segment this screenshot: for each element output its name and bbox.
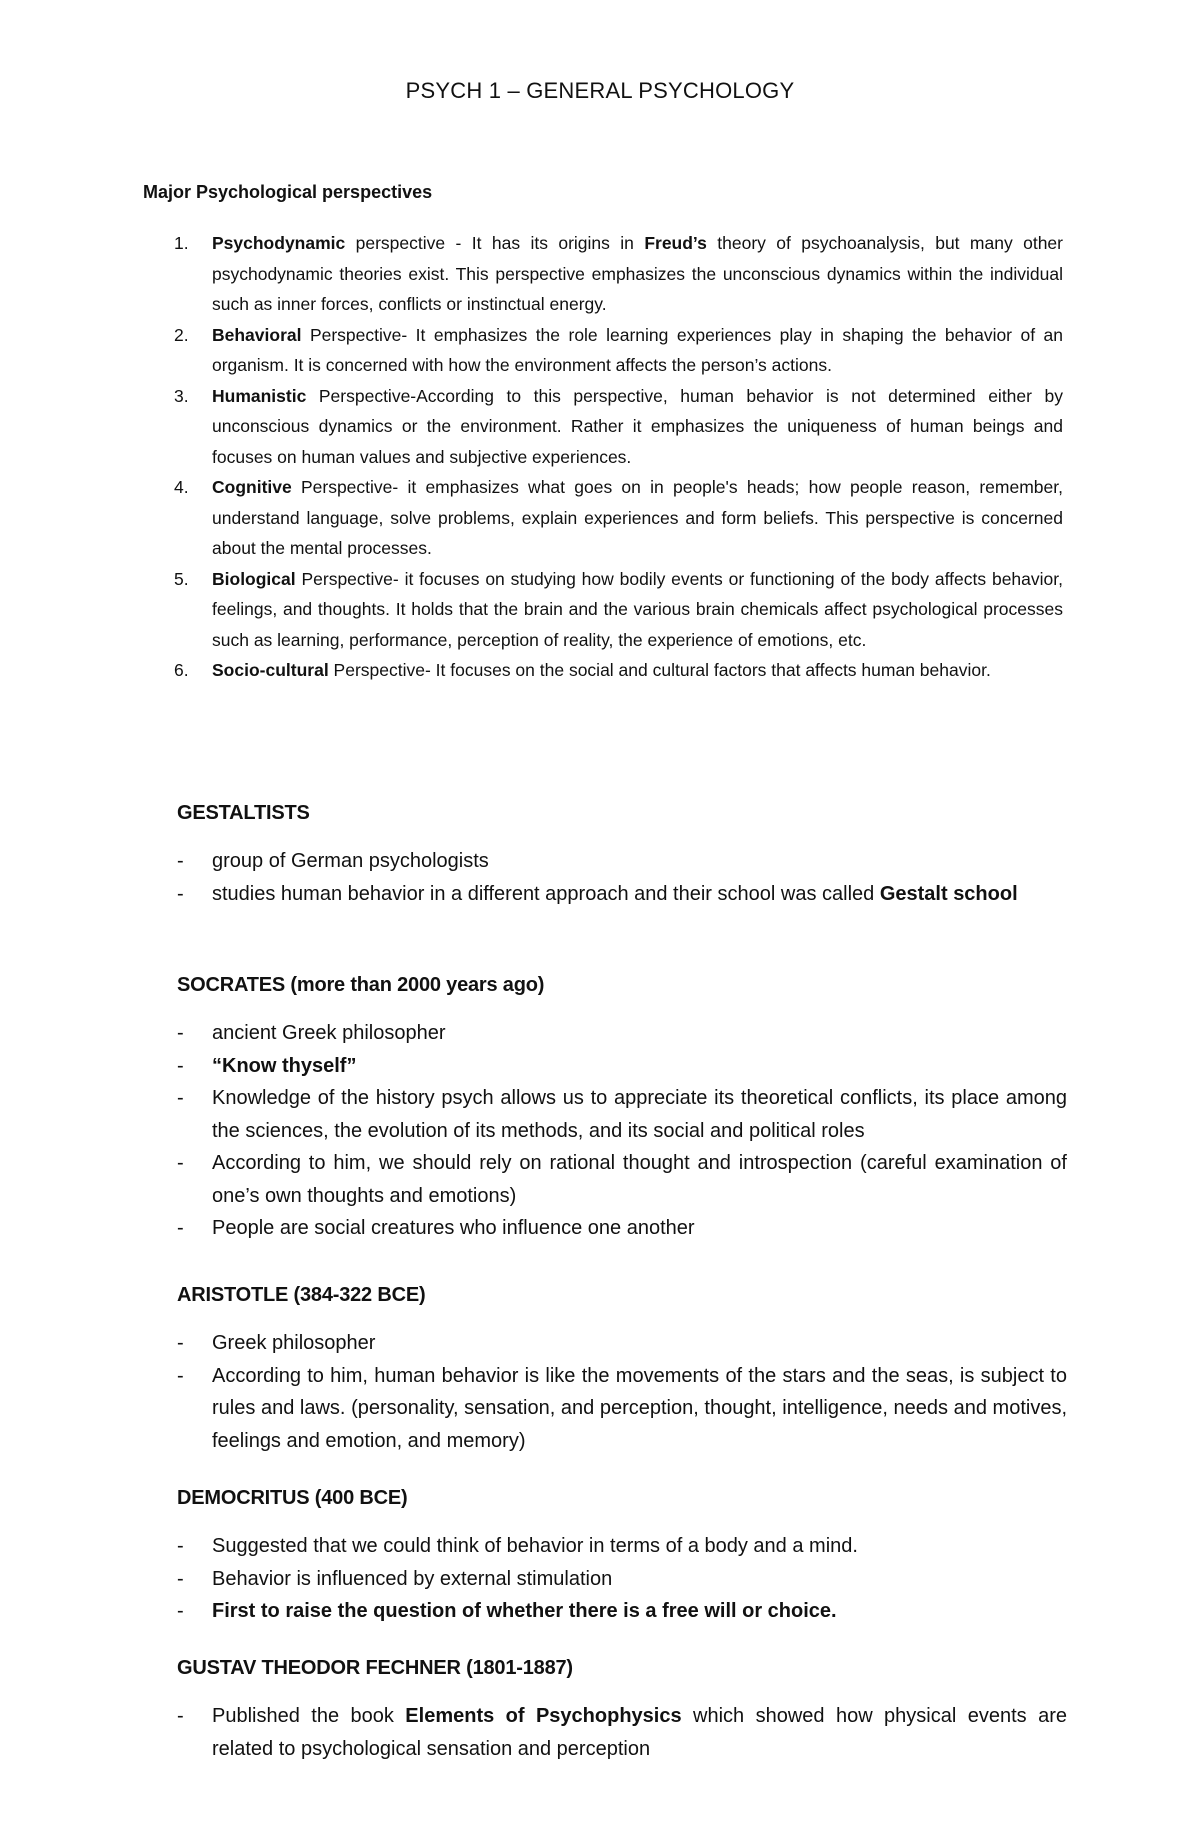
perspective-text: perspective - It has its origins in bbox=[345, 233, 645, 253]
perspective-item-socio-cultural bbox=[143, 655, 1063, 686]
bullet-list bbox=[177, 1700, 1067, 1765]
bullet-list bbox=[177, 1017, 1067, 1245]
gestalt-school-term: Gestalt school bbox=[879, 882, 1018, 905]
document-title: PSYCH 1 – GENERAL PSYCHOLOGY bbox=[405, 78, 795, 103]
perspective-item-cognitive bbox=[143, 472, 1063, 564]
bullet-text: Published the book bbox=[212, 1705, 406, 1727]
bullet-item bbox=[177, 878, 1067, 911]
bullet-text: People are social creatures who influence one another bbox=[212, 1217, 695, 1239]
dash-marker: - bbox=[177, 1567, 184, 1590]
perspective-term: Cognitive bbox=[212, 477, 292, 497]
bullet-text: According to him, human behavior is like the movements of the stars and the seas, is subject to rules and laws. (personality, sensation, and perception, thought, intelligence, needs and motives, feelings and emotion, and memory) bbox=[212, 1364, 1067, 1452]
dash-marker: - bbox=[177, 1054, 184, 1077]
dash-marker: - bbox=[177, 1087, 184, 1109]
bullet-text: Suggested that we could think of behavior in terms of a body and a mind. bbox=[212, 1535, 858, 1557]
perspective-term: Humanistic bbox=[212, 385, 307, 406]
perspective-item-psychodynamic bbox=[143, 228, 1063, 320]
bullet-item bbox=[177, 1595, 1067, 1628]
perspective-term: Psychodynamic bbox=[212, 233, 346, 253]
section-heading: ARISTOTLE (384-322 BCE) bbox=[177, 1284, 426, 1306]
bullet-item bbox=[177, 1017, 1067, 1050]
bullet-text: First to raise the question of whether there is a free will or choice. bbox=[212, 1600, 837, 1622]
perspective-text: theory of psychoanalysis, but many other psychodynamic theories exist. This perspective emphasizes the unconscious dynamics within the individual such as inner forces, conflicts or instinctual energy. bbox=[212, 233, 1063, 314]
gestaltists-section bbox=[177, 802, 1067, 910]
perspective-text: Perspective- it focuses on studying how bodily events or functioning of the body affects behavior, feelings, and thoughts. It holds that the brain and the various brain chemicals affect psychological processes such as learning, performance, perception of reality, the experience of emotions, etc. bbox=[212, 568, 1063, 650]
bullet-list bbox=[177, 1327, 1067, 1457]
perspective-item-behavioral bbox=[143, 320, 1063, 381]
bullet-text: Knowledge of the history psych allows us to appreciate its theoretical conflicts, its place among the sciences, the evolution of its methods, and its social and political roles bbox=[212, 1087, 1067, 1142]
item-number: 1. bbox=[174, 233, 189, 253]
dash-marker: - bbox=[177, 1022, 184, 1044]
bullet-item bbox=[177, 1147, 1067, 1212]
dash-marker: - bbox=[177, 1600, 184, 1622]
bullet-text: ancient Greek philosopher bbox=[212, 1022, 446, 1044]
bullet-text: According to him, we should rely on rational thought and introspection (careful examination of one’s own thoughts and emotions) bbox=[212, 1152, 1067, 1207]
bullet-item bbox=[177, 1327, 1067, 1360]
book-title: Elements of Psychophysics bbox=[405, 1705, 682, 1727]
bullet-text: Greek philosopher bbox=[212, 1332, 376, 1354]
bullet-item bbox=[177, 845, 1067, 878]
socrates-section bbox=[177, 974, 1067, 1245]
bullet-text: which showed how physical events are related to psychological sensation and perception bbox=[212, 1705, 1068, 1760]
dash-marker: - bbox=[177, 1332, 184, 1354]
freud-term: Freud’s bbox=[644, 233, 707, 253]
fechner-section bbox=[177, 1657, 1067, 1765]
bullet-text: group of German psychologists bbox=[212, 850, 489, 872]
item-number: 2. bbox=[174, 324, 189, 345]
section-heading: DEMOCRITUS (400 BCE) bbox=[177, 1487, 408, 1509]
bullet-list bbox=[177, 845, 1067, 910]
perspective-text: Perspective- it emphasizes what goes on in people's heads; how people reason, remember, understand language, solve problems, explain experiences and form beliefs. This perspective is concerned about the mental processes. bbox=[212, 477, 1063, 558]
know-thyself-quote: “Know thyself” bbox=[212, 1054, 357, 1077]
bullet-text: Behavior is influenced by external stimulation bbox=[212, 1567, 613, 1590]
perspective-text: Perspective-According to this perspective, human behavior is not determined either by unconscious dynamics or the environment. Rather it emphasizes the uniqueness of human beings and focuses on human values and subjective experiences. bbox=[212, 385, 1063, 467]
perspective-term: Socio-cultural bbox=[212, 660, 329, 680]
bullet-item bbox=[177, 1530, 1067, 1563]
dash-marker: - bbox=[177, 1152, 184, 1174]
perspectives-list bbox=[143, 228, 1063, 686]
bullet-list bbox=[177, 1530, 1067, 1628]
perspective-text: Perspective- It focuses on the social and cultural factors that affects human behavior. bbox=[328, 660, 991, 680]
bullet-item bbox=[177, 1212, 1067, 1245]
section-heading: GUSTAV THEODOR FECHNER (1801-1887) bbox=[177, 1657, 573, 1679]
dash-marker: - bbox=[177, 1217, 184, 1239]
bullet-item bbox=[177, 1082, 1067, 1147]
section-heading: SOCRATES (more than 2000 years ago) bbox=[177, 974, 545, 996]
item-number: 5. bbox=[174, 568, 189, 589]
bullet-item bbox=[177, 1563, 1067, 1596]
aristotle-section bbox=[177, 1284, 1067, 1457]
item-number: 6. bbox=[174, 660, 189, 680]
bullet-item bbox=[177, 1360, 1067, 1458]
bullet-item bbox=[177, 1050, 1067, 1083]
perspective-item-humanistic bbox=[143, 381, 1063, 473]
dash-marker: - bbox=[177, 1705, 184, 1727]
bullet-item bbox=[177, 1700, 1067, 1765]
democritus-section bbox=[177, 1487, 1067, 1628]
perspectives-heading: Major Psychological perspectives bbox=[143, 182, 433, 202]
dash-marker: - bbox=[177, 1364, 184, 1387]
perspective-term: Behavioral bbox=[212, 324, 302, 345]
perspective-term: Biological bbox=[212, 568, 296, 589]
dash-marker: - bbox=[177, 1535, 184, 1557]
dash-marker: - bbox=[177, 882, 184, 905]
item-number: 4. bbox=[174, 477, 189, 497]
item-number: 3. bbox=[174, 385, 189, 406]
bullet-text: studies human behavior in a different approach and their school was called bbox=[212, 882, 880, 905]
perspective-text: Perspective- It emphasizes the role learning experiences play in shaping the behavior of an organism. It is concerned with how the environment affects the person’s actions. bbox=[212, 324, 1063, 375]
dash-marker: - bbox=[177, 850, 184, 872]
section-heading: GESTALTISTS bbox=[177, 802, 310, 824]
perspective-item-biological bbox=[143, 564, 1063, 656]
